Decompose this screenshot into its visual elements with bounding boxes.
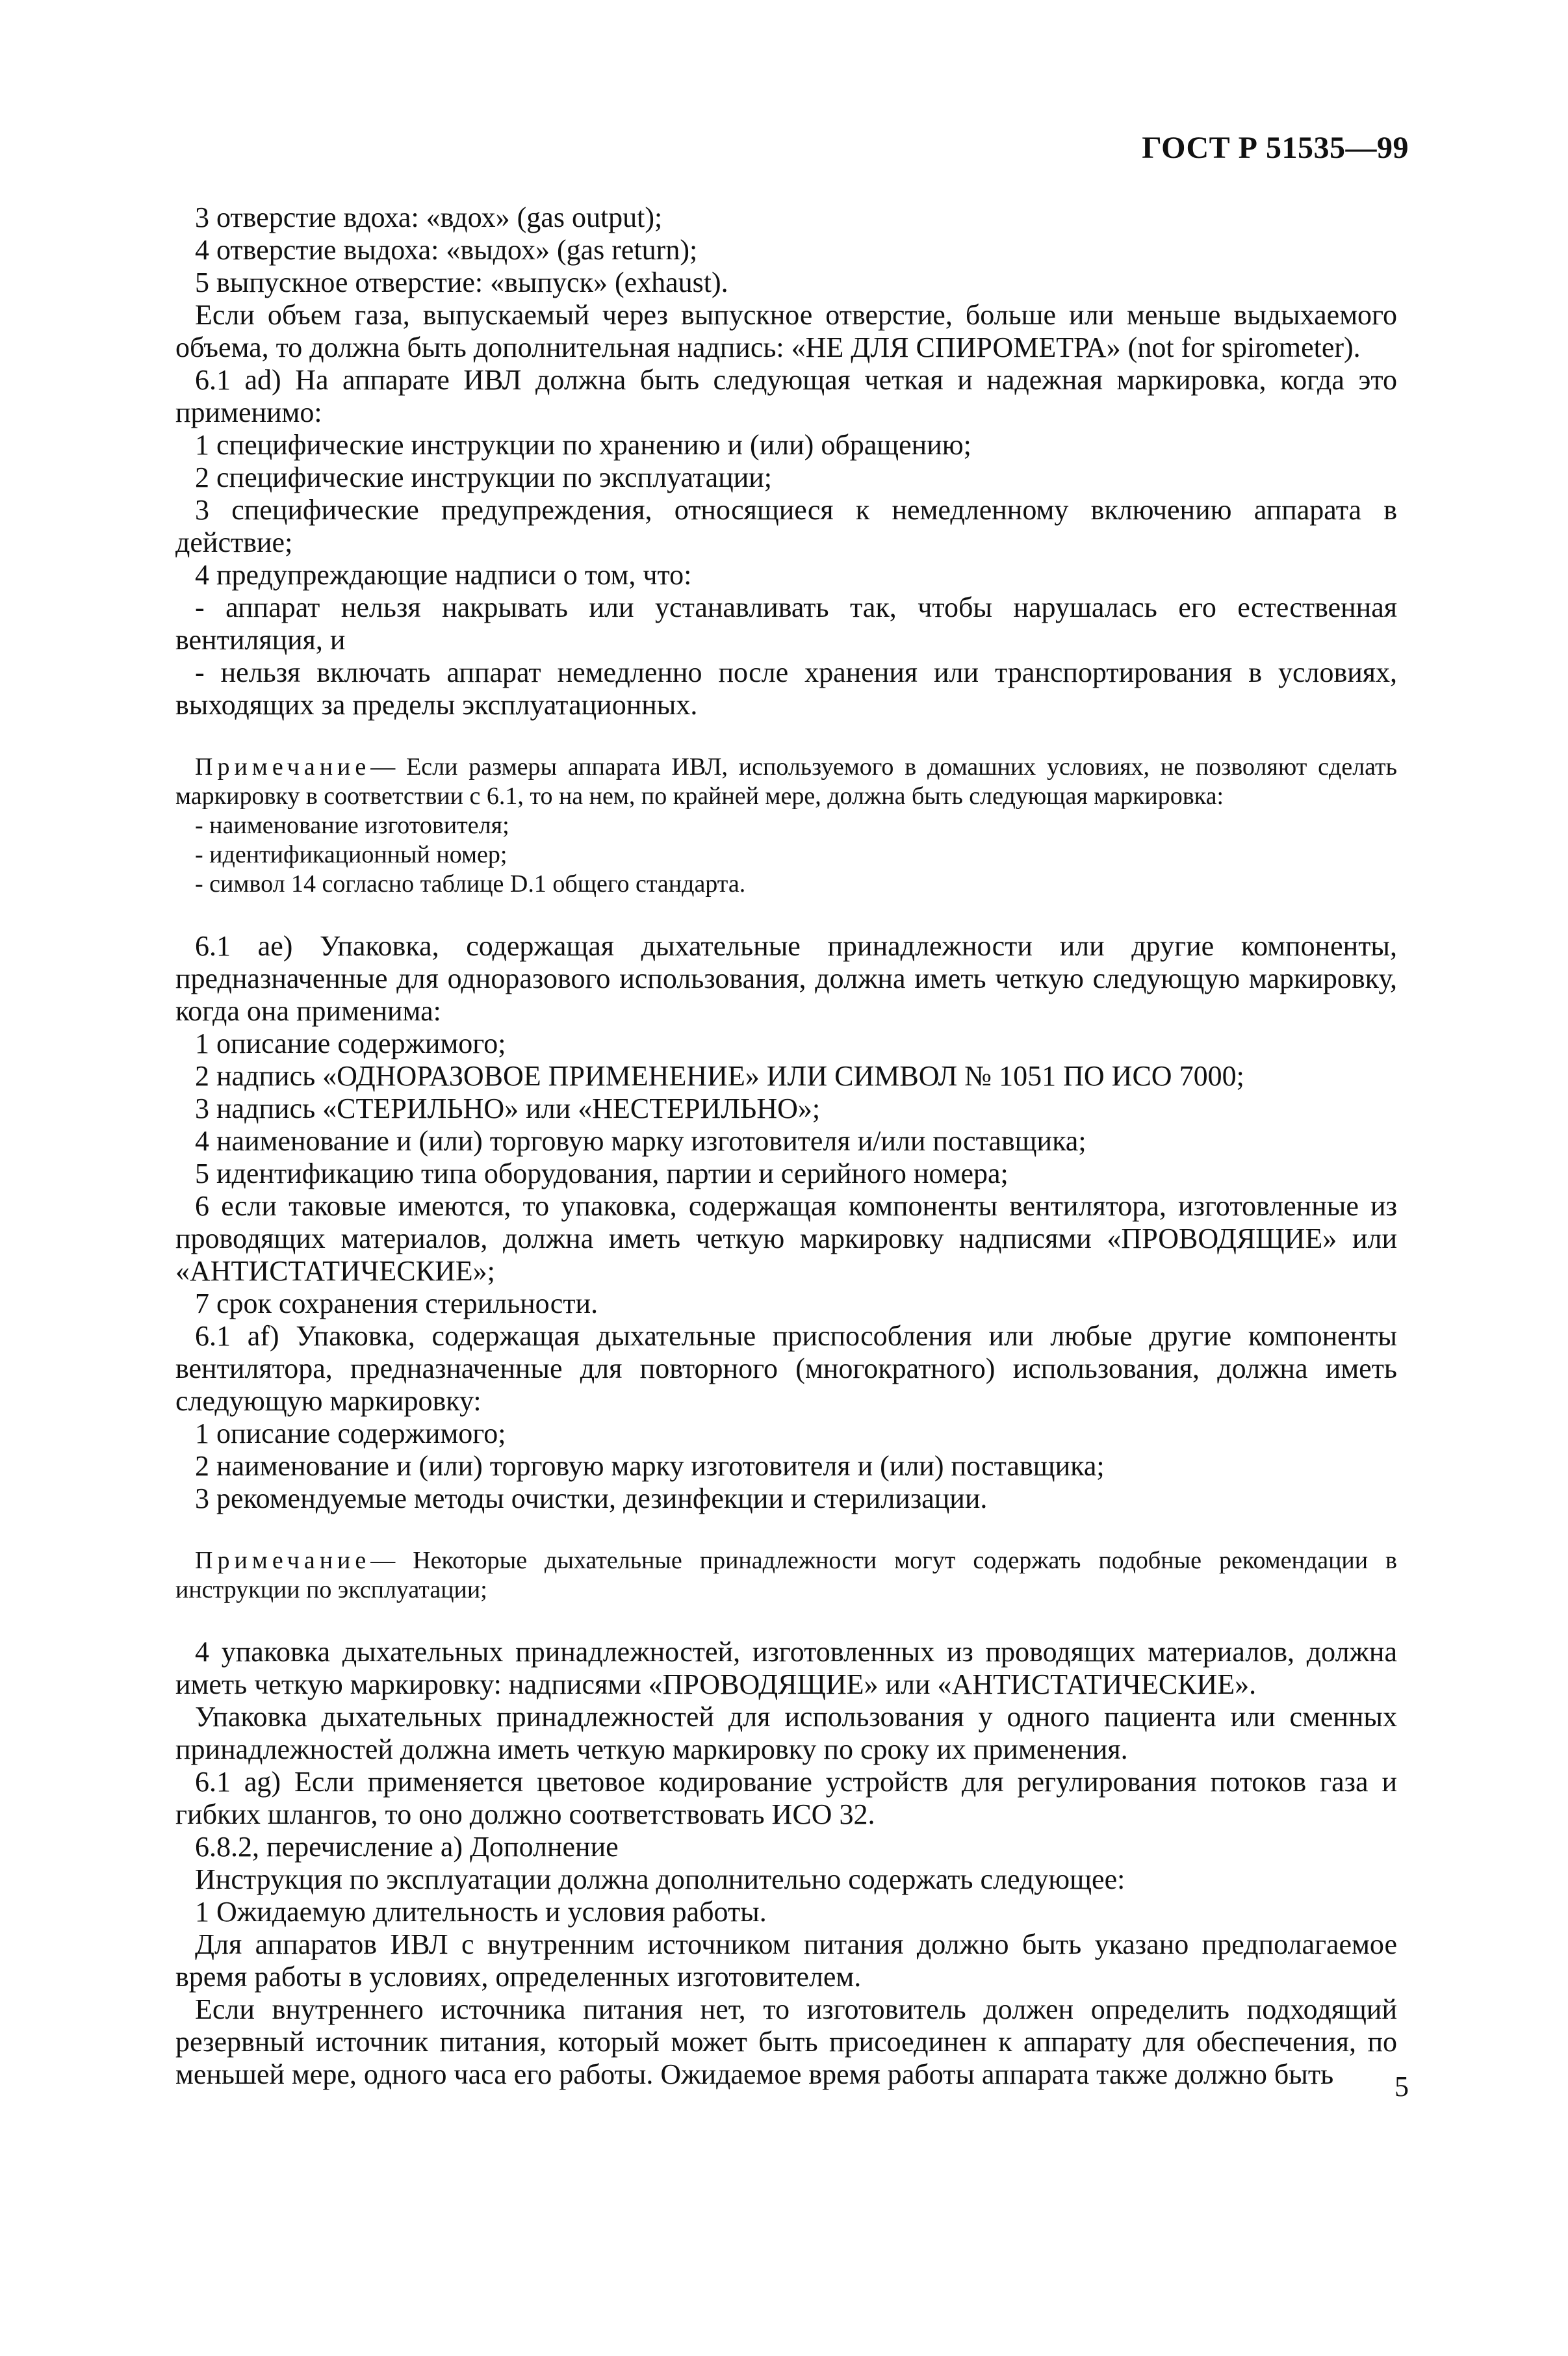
note-list-item: - символ 14 согласно таблице D.1 общего стандарта. <box>195 870 746 898</box>
clause-6-1-af: 6.1 af) Упаковка, содержащая дыхательные приспособления или любые другие компоненты вентилятора, предназначенные для повторного (многократного) использования, должна иметь следующую маркировку: <box>175 1320 1397 1417</box>
list-item: 3 надпись «СТЕРИЛЬНО» или «НЕСТЕРИЛЬНО»; <box>195 1093 821 1124</box>
list-item: 1 описание содержимого; <box>195 1417 506 1449</box>
list-item: 3 рекомендуемые методы очистки, дезинфекции и стерилизации. <box>195 1482 988 1514</box>
clause-6-1-ae: 6.1 ae) Упаковка, содержащая дыхательные принадлежности или другие компоненты, предназначенные для одноразового использования, должна иметь четкую следующую маркировку, когда она применима: <box>175 930 1397 1027</box>
note-block <box>175 753 1397 899</box>
note-list-item: - наименование изготовителя; <box>195 812 509 839</box>
list-item: 6 если таковые имеются, то упаковка, содержащая компоненты вентилятора, изготовленные из проводящих материалов, должна иметь четкую маркировку надписями «ПРОВОДЯЩИЕ» или «АНТИСТАТИЧЕСКИЕ»; <box>175 1190 1397 1287</box>
page-number: 5 <box>1394 2071 1409 2103</box>
list-item: 4 упаковка дыхательных принадлежностей, изготовленных из проводящих материалов, должна иметь четкую маркировку: надписями «ПРОВОДЯЩИЕ» или «АНТИСТАТИЧЕСКИЕ». <box>175 1636 1397 1700</box>
list-item: - аппарат нельзя накрывать или устанавливать так, чтобы нарушалась его естественная вентиляция, и <box>175 591 1397 656</box>
note-list-item: - идентификационный номер; <box>195 841 508 868</box>
paragraph: Для аппаратов ИВЛ с внутренним источником питания должно быть указано предполагаемое время работы в условиях, определенных изготовителем. <box>175 1928 1397 1993</box>
list-item: 7 срок сохранения стерильности. <box>195 1288 598 1319</box>
list-item: 2 специфические инструкции по эксплуатации; <box>195 461 773 493</box>
list-item: 1 описание содержимого; <box>195 1028 506 1059</box>
list-item: 5 выпускное отверстие: «выпуск» (exhaust). <box>195 266 728 298</box>
document-body <box>175 201 1397 2091</box>
clause-6-1-ad: 6.1 ad) На аппарате ИВЛ должна быть следующая четкая и надежная маркировка, когда это применимо: <box>175 364 1397 428</box>
paragraph: Инструкция по эксплуатации должна дополнительно содержать следующее: <box>195 1863 1125 1895</box>
list-item: 4 предупреждающие надписи о том, что: <box>195 559 692 591</box>
paragraph: Если внутреннего источника питания нет, то изготовитель должен определить подходящий резервный источник питания, который может быть присоединен к аппарату для обеспечения, по меньшей мере, одного часа его работы. Ожидаемое время работы аппарата также должно быть <box>175 1993 1397 2090</box>
note-label: Примечание <box>195 1547 371 1574</box>
list-item: 3 специфические предупреждения, относящиеся к немедленному включению аппарата в действие; <box>175 494 1397 558</box>
clause-6-1-ag: 6.1 ag) Если применяется цветовое кодирование устройств для регулирования потоков газа и гибких шлангов, то оно должно соответствовать ИСО 32. <box>175 1766 1397 1830</box>
list-item: 2 надпись «ОДНОРАЗОВОЕ ПРИМЕНЕНИЕ» ИЛИ СИМВОЛ № 1051 ПО ИСО 7000; <box>195 1060 1244 1092</box>
note-label: Примечание <box>195 753 371 781</box>
list-item: 2 наименование и (или) торговую марку изготовителя и (или) поставщика; <box>195 1450 1105 1482</box>
note-paragraph <box>175 1546 1397 1605</box>
list-item: 5 идентификацию типа оборудования, партии и серийного номера; <box>195 1158 1009 1189</box>
note-block <box>175 1546 1397 1605</box>
list-item: 4 отверстие выдоха: «выдох» (gas return); <box>195 234 698 266</box>
list-item: 3 отверстие вдоха: «вдох» (gas output); <box>195 201 663 233</box>
note-paragraph <box>175 753 1397 811</box>
note-text: — Если размеры аппарата ИВЛ, используемого в домашних условиях, не позволяют сделать маркировку в соответствии с 6.1, то на нем, по крайней мере, должна быть следующая маркировка: <box>175 753 1397 810</box>
paragraph: Если объем газа, выпускаемый через выпускное отверстие, больше или меньше выдыхаемого объема, то должна быть дополнительная надпись: «НЕ ДЛЯ СПИРОМЕТРА» (not for spirometer). <box>175 299 1397 363</box>
clause-6-8-2: 6.8.2, перечисление а) Дополнение <box>195 1831 619 1863</box>
list-item: 1 Ожидаемую длительность и условия работы. <box>195 1896 767 1928</box>
list-item: 4 наименование и (или) торговую марку изготовителя и/или поставщика; <box>195 1125 1086 1157</box>
paragraph: Упаковка дыхательных принадлежностей для использования у одного пациента или сменных принадлежностей должна иметь четкую маркировку по сроку их применения. <box>175 1701 1397 1765</box>
note-text: — Некоторые дыхательные принадлежности могут содержать подобные рекомендации в инструкции по эксплуатации; <box>175 1547 1397 1603</box>
list-item: 1 специфические инструкции по хранению и (или) обращению; <box>195 429 971 461</box>
document-code-header: ГОСТ Р 51535—99 <box>1142 131 1409 165</box>
list-item: - нельзя включать аппарат немедленно после хранения или транспортирования в условиях, выходящих за пределы эксплуатационных. <box>175 656 1397 721</box>
